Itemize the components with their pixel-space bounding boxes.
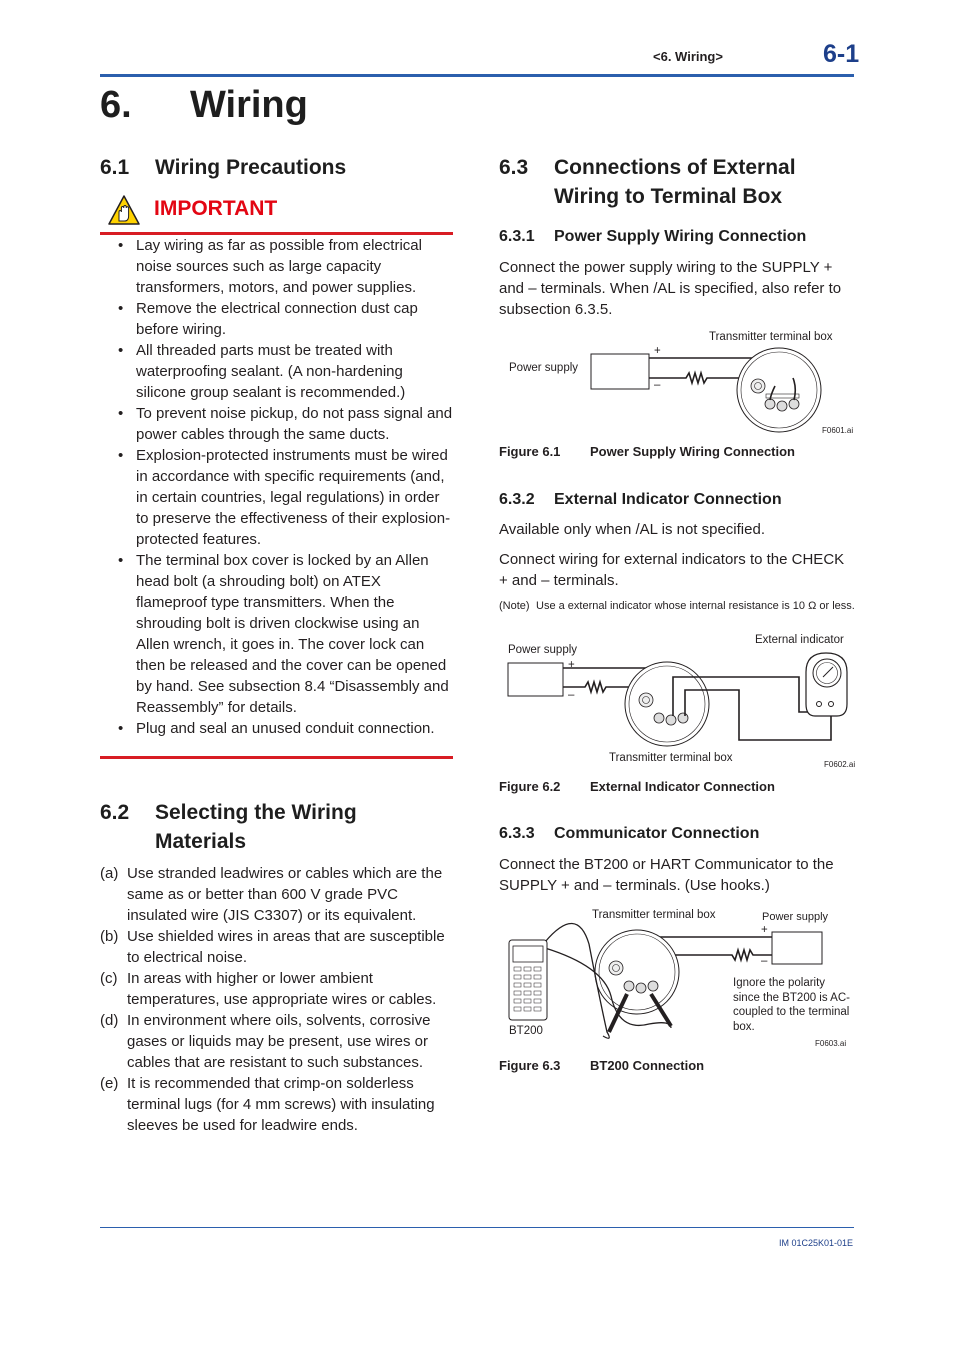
section-title [554, 153, 796, 211]
list-item: • All threaded parts must be treated with waterproofing sealant. (A non-hardening silicone group sealant is recommended.) [118, 340, 454, 403]
paragraph: Connect the power supply wiring to the SUPPLY + and – terminals. When /AL is specified, also refer to subsection 6.3.5. [499, 259, 842, 318]
section-title-line: Materials [155, 830, 247, 853]
plus-label: + [761, 924, 768, 936]
chapter-number: 6. [100, 84, 132, 126]
polarity-note: Ignore the polarity since the BT200 is AC-coupled to the terminal box. [733, 977, 850, 1033]
caption-title: Power Supply Wiring Connection [590, 444, 795, 459]
caption-number: Figure 6.1 [499, 444, 561, 459]
figure-6-3 [499, 904, 857, 1054]
section-number: 6.1 [100, 156, 130, 179]
section-title-line: Selecting the Wiring [155, 801, 357, 824]
terminal-box-label: Transmitter terminal box [609, 752, 733, 764]
paragraph: Available only when /AL is not specified. [499, 521, 765, 538]
note-label: (Note) [499, 600, 530, 612]
note-text: Use a external indicator whose internal resistance is 10 Ω or less. [536, 600, 855, 612]
chapter-title [100, 84, 308, 127]
external-indicator-label: External indicator [755, 634, 844, 646]
list-text: In areas with higher or lower ambient temperatures, use appropriate wires or cables. [127, 970, 437, 1008]
list-text: Use stranded leadwires or cables which are the same as or better than 600 V grade PVC insulated wire (JIS C3307) or its equivalent. [127, 865, 443, 924]
section-title [155, 798, 357, 856]
section-6-3-heading [499, 153, 796, 211]
section-title-line: Connections of External [554, 156, 796, 179]
section-title: Wiring Precautions [155, 156, 347, 179]
section-number: 6.2 [100, 801, 130, 824]
list-item [100, 863, 456, 926]
header-chapter-ref: <6. Wiring> [653, 49, 723, 64]
figure-caption [499, 779, 775, 794]
section-6-2-heading [100, 798, 357, 856]
plus-label: + [568, 659, 575, 671]
subsection-6-3-1-heading [499, 228, 806, 246]
subsection-number: 6.3.2 [499, 491, 535, 508]
figure-6-1 [499, 328, 857, 438]
terminal-box-label: Transmitter terminal box [592, 909, 716, 921]
section-6-1-heading [100, 153, 346, 182]
terminal-box-label: Transmitter terminal box [709, 331, 833, 343]
list-item [100, 1073, 456, 1136]
power-supply-label: Power supply [508, 644, 578, 656]
figure-file-label: F0603.ai [815, 1039, 847, 1048]
important-box [108, 195, 453, 235]
paragraph: Connect wiring for external indicators to the CHECK + and – terminals. [499, 551, 845, 589]
chapter-title-text: Wiring [190, 84, 308, 126]
precautions-list [118, 235, 454, 739]
list-item [100, 968, 456, 1010]
list-item: • The terminal box cover is locked by an Allen head bolt (a shrouding bolt) on ATEX flameproof type transmitters. When the shrouding bolt is driven clockwise using an Allen wrench, it goes in. The cover lock can then be released and the cover can be opened by hand. See subsection 8.4 “Disassembly and Reassembly” for details. [118, 550, 454, 718]
document-id: IM 01C25K01-01E [779, 1238, 854, 1248]
list-item: • Remove the electrical connection dust cap before wiring. [118, 298, 454, 340]
list-item: • Lay wiring as far as possible from electrical noise sources such as large capacity transformers, motors, and power supplies. [118, 235, 454, 298]
power-supply-wiring-diagram [499, 328, 857, 438]
list-marker: (b) [100, 928, 119, 945]
note [499, 599, 857, 613]
page-number: 6-1 [823, 40, 860, 68]
list-item: • To prevent noise pickup, do not pass signal and power cables through the same ducts. [118, 403, 454, 445]
section-title-line: Wiring to Terminal Box [554, 185, 783, 208]
power-supply-label: Power supply [509, 362, 579, 374]
caption-title: External Indicator Connection [590, 779, 775, 794]
subsection-6-3-2-heading [499, 491, 782, 509]
section-number: 6.3 [499, 156, 529, 179]
materials-list [100, 863, 456, 1136]
list-marker: (e) [100, 1075, 119, 1092]
footer-rule [100, 1227, 854, 1228]
list-item: • Explosion-protected instruments must be wired in accordance with specific requirements (and, in certain countries, legal regulations) in order to preserve the effectiveness of their explosion-protected features. [118, 445, 454, 550]
list-text: Use shielded wires in areas that are susceptible to electrical noise. [127, 928, 445, 966]
caption-number: Figure 6.2 [499, 779, 561, 794]
list-item [100, 1010, 456, 1073]
list-marker: (a) [100, 865, 119, 882]
header-rule [100, 74, 854, 77]
list-text: It is recommended that crimp-on solderless terminal lugs (for 4 mm screws) with insulating sleeves be used for leadwire ends. [127, 1075, 435, 1134]
figure-6-2 [499, 632, 857, 774]
subsection-6-3-3-heading [499, 825, 759, 843]
list-item: • Plug and seal an unused conduit connection. [118, 718, 454, 739]
list-text: In environment where oils, solvents, corrosive gases or liquids may be present, use wires or cables that are resistant to such substances. [127, 1012, 431, 1071]
subsection-title: Power Supply Wiring Connection [554, 228, 807, 245]
figure-caption [499, 1058, 704, 1073]
figure-file-label: F0602.ai [824, 760, 856, 769]
list-marker: (d) [100, 1012, 119, 1029]
list-marker: (c) [100, 970, 118, 987]
list-item [100, 926, 456, 968]
subsection-title: Communicator Connection [554, 825, 760, 842]
important-bottom-rule [100, 756, 453, 759]
paragraph: Connect the BT200 or HART Communicator to the SUPPLY + and – terminals. (Use hooks.) [499, 856, 834, 894]
plus-label: + [654, 345, 661, 357]
subsection-number: 6.3.3 [499, 825, 535, 842]
caption-number: Figure 6.3 [499, 1058, 561, 1073]
minus-label: – [654, 379, 661, 391]
figure-file-label: F0601.ai [822, 426, 854, 435]
minus-label: – [761, 955, 768, 967]
subsection-title: External Indicator Connection [554, 491, 782, 508]
warning-hand-icon [108, 195, 140, 225]
subsection-number: 6.3.1 [499, 228, 535, 245]
figure-caption [499, 444, 795, 459]
minus-label: – [568, 689, 575, 701]
caption-title: BT200 Connection [590, 1058, 705, 1073]
power-supply-label: Power supply [762, 911, 829, 923]
bt200-label: BT200 [509, 1025, 543, 1037]
important-label: IMPORTANT [154, 197, 278, 220]
